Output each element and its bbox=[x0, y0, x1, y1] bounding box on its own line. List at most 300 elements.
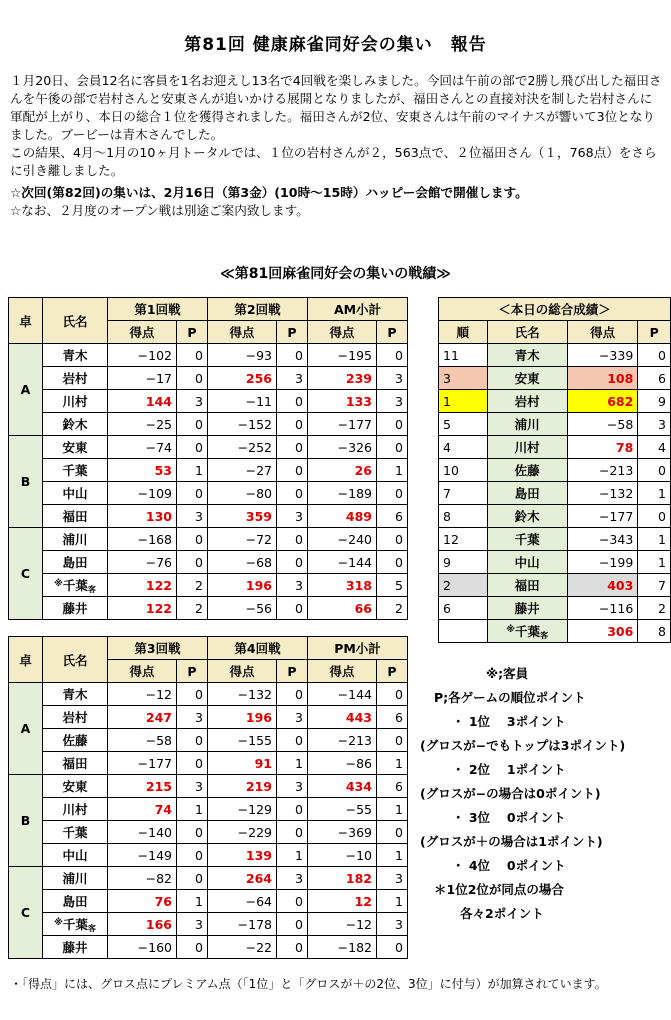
point-value: 0 bbox=[377, 683, 408, 706]
score-value: 74 bbox=[108, 798, 177, 821]
table-row bbox=[9, 706, 408, 729]
point-value: 2 bbox=[177, 597, 208, 620]
point-value: 3 bbox=[277, 505, 308, 528]
point-value: 6 bbox=[638, 367, 671, 390]
point-value: 0 bbox=[277, 482, 308, 505]
player-name: 川村 bbox=[43, 798, 108, 821]
score-value: −140 bbox=[108, 821, 177, 844]
legend-line: ・ 2位 1ポイント bbox=[452, 762, 566, 777]
score-value: 122 bbox=[108, 597, 177, 620]
game3-header: 第3回戦 bbox=[108, 637, 208, 660]
overall-ranking-table bbox=[438, 297, 671, 643]
ranking-row bbox=[439, 482, 671, 505]
score-value: 434 bbox=[308, 775, 377, 798]
score-value: −80 bbox=[208, 482, 277, 505]
player-name: 千葉 bbox=[43, 459, 108, 482]
player-name: 岩村 bbox=[43, 706, 108, 729]
score-value: 196 bbox=[208, 706, 277, 729]
player-name: 青木 bbox=[487, 344, 567, 367]
table-header: 卓 bbox=[9, 637, 43, 683]
player-name: 青木 bbox=[43, 344, 108, 367]
point-value: 3 bbox=[638, 413, 671, 436]
intro-paragraph-2: この結果、4月～1月の10ヶ月トータルでは、１位の岩村さんが２，563点で、２位福田さん（１，768点）をさらに引き離しました。 bbox=[10, 145, 657, 178]
score-value: 443 bbox=[308, 706, 377, 729]
point-header: P bbox=[377, 321, 408, 344]
point-header: P bbox=[177, 660, 208, 683]
ranking-row bbox=[439, 367, 671, 390]
ranking-row bbox=[439, 620, 671, 643]
pm-results-table bbox=[8, 636, 408, 959]
rank-value: 6 bbox=[439, 597, 488, 620]
ranking-row bbox=[439, 344, 671, 367]
point-value: 0 bbox=[277, 890, 308, 913]
intro-paragraph-1: １月20日、会員12名に客員を1名お迎えし13名で4回戦を楽しみました。今回は午前の部で2勝し飛び出した福田さんを午後の部で岩村さんと安東さんが追いかける展開となりましたが、福田さんとの直接対決を制した岩村さんに軍配が上がり、本日の総合１位を獲得されました。福田さんが2位、安東さんは午前のマイナスが響いて3位となりました。ブービーは青木さんでした。 bbox=[10, 73, 662, 142]
score-value: −178 bbox=[208, 913, 277, 936]
table-row bbox=[9, 729, 408, 752]
ranking-row bbox=[439, 413, 671, 436]
point-value: 0 bbox=[177, 551, 208, 574]
name-header: 氏名 bbox=[43, 298, 108, 344]
name-header: 氏名 bbox=[487, 321, 567, 344]
score-value: −168 bbox=[108, 528, 177, 551]
point-value: 0 bbox=[277, 683, 308, 706]
score-value: 403 bbox=[567, 574, 637, 597]
point-value: 3 bbox=[277, 867, 308, 890]
score-value: −155 bbox=[208, 729, 277, 752]
score-value: −177 bbox=[567, 505, 637, 528]
score-value: −129 bbox=[208, 798, 277, 821]
player-name: 島田 bbox=[43, 551, 108, 574]
table-row bbox=[9, 775, 408, 798]
table-row bbox=[9, 367, 408, 390]
player-name: 川村 bbox=[487, 436, 567, 459]
player-name: 島田 bbox=[43, 890, 108, 913]
legend-line: (グロスが＋の場合は1ポイント) bbox=[420, 834, 603, 849]
point-value: 6 bbox=[377, 775, 408, 798]
point-value: 3 bbox=[377, 867, 408, 890]
point-value: 0 bbox=[277, 821, 308, 844]
score-value: 139 bbox=[208, 844, 277, 867]
score-value: −72 bbox=[208, 528, 277, 551]
point-value: 1 bbox=[377, 459, 408, 482]
score-header: 得点 bbox=[308, 660, 377, 683]
legend-line: ・ 1位 3ポイント bbox=[452, 714, 566, 729]
legend-line: ＊1位2位が同点の場合 bbox=[434, 882, 564, 897]
pm_total-header: PM小計 bbox=[308, 637, 408, 660]
score-header: 得点 bbox=[567, 321, 637, 344]
point-header: P bbox=[277, 660, 308, 683]
next-meeting-notice: ☆次回(第82回)の集いは、2月16日（第3金）(10時～15時）ハッピー会館で開催します。 bbox=[10, 185, 528, 200]
point-value: 0 bbox=[177, 867, 208, 890]
point-value: 0 bbox=[177, 413, 208, 436]
table-row bbox=[9, 798, 408, 821]
score-value: −22 bbox=[208, 936, 277, 959]
point-value: 1 bbox=[177, 798, 208, 821]
score-value: −132 bbox=[208, 683, 277, 706]
point-value: 0 bbox=[377, 821, 408, 844]
player-name: 浦川 bbox=[43, 867, 108, 890]
table-row bbox=[9, 528, 408, 551]
guest-mark: ※ bbox=[506, 624, 516, 635]
score-value: −240 bbox=[308, 528, 377, 551]
rank-value: 9 bbox=[439, 551, 488, 574]
point-value: 0 bbox=[277, 413, 308, 436]
ranking-row bbox=[439, 597, 671, 620]
rank-value: 3 bbox=[439, 367, 488, 390]
guest-sub-mark: 客 bbox=[87, 584, 96, 594]
score-header: 得点 bbox=[108, 660, 177, 683]
player-name: 千葉 bbox=[62, 577, 88, 593]
point-value: 1 bbox=[377, 798, 408, 821]
point-value: 6 bbox=[377, 505, 408, 528]
score-value: −326 bbox=[308, 436, 377, 459]
player-name: 福田 bbox=[43, 752, 108, 775]
score-value: −229 bbox=[208, 821, 277, 844]
score-value: −17 bbox=[108, 367, 177, 390]
ranking-row bbox=[439, 551, 671, 574]
point-value: 0 bbox=[638, 459, 671, 482]
table-row bbox=[9, 390, 408, 413]
rank-value: 10 bbox=[439, 459, 488, 482]
table-row bbox=[9, 821, 408, 844]
ranking-row bbox=[439, 459, 671, 482]
score-value: −149 bbox=[108, 844, 177, 867]
score-header: 得点 bbox=[208, 660, 277, 683]
score-value: −182 bbox=[308, 936, 377, 959]
point-header: P bbox=[638, 321, 671, 344]
player-name: 藤井 bbox=[487, 597, 567, 620]
point-header: P bbox=[177, 321, 208, 344]
score-value: 247 bbox=[108, 706, 177, 729]
ranking-row bbox=[439, 528, 671, 551]
point-value: 8 bbox=[638, 620, 671, 643]
point-value: 1 bbox=[377, 752, 408, 775]
score-value: 359 bbox=[208, 505, 277, 528]
ranking-row bbox=[439, 505, 671, 528]
score-value: −252 bbox=[208, 436, 277, 459]
point-value: 3 bbox=[277, 706, 308, 729]
legend-line: ・ 4位 0ポイント bbox=[452, 858, 566, 873]
player-name: 福田 bbox=[43, 505, 108, 528]
point-value: 3 bbox=[377, 367, 408, 390]
intro-section bbox=[10, 72, 662, 220]
point-value: 0 bbox=[277, 597, 308, 620]
point-value: 0 bbox=[177, 936, 208, 959]
point-value: 0 bbox=[638, 505, 671, 528]
score-value: 318 bbox=[308, 574, 377, 597]
score-value: 219 bbox=[208, 775, 277, 798]
table-row bbox=[9, 844, 408, 867]
score-value: 682 bbox=[567, 390, 637, 413]
player-name: 青木 bbox=[43, 683, 108, 706]
footnote: ・「得点」には、グロス点にプレミアム点（「1位」と「グロスが＋の2位、3位」に付与）が加算されています。 bbox=[10, 977, 607, 991]
point-value: 1 bbox=[277, 844, 308, 867]
legend-line: ・ 3位 0ポイント bbox=[452, 810, 566, 825]
score-value: −68 bbox=[208, 551, 277, 574]
score-value: −177 bbox=[308, 413, 377, 436]
score-value: −132 bbox=[567, 482, 637, 505]
point-value: 0 bbox=[177, 344, 208, 367]
score-value: 108 bbox=[567, 367, 637, 390]
point-value: 0 bbox=[277, 344, 308, 367]
player-name: 安東 bbox=[487, 367, 567, 390]
point-value: 6 bbox=[377, 706, 408, 729]
ranking-row bbox=[439, 390, 671, 413]
score-value: 76 bbox=[108, 890, 177, 913]
player-name: 福田 bbox=[487, 574, 567, 597]
point-value: 2 bbox=[377, 597, 408, 620]
player-name: 岩村 bbox=[487, 390, 567, 413]
table-id: C bbox=[9, 528, 43, 620]
point-value: 0 bbox=[177, 844, 208, 867]
point-value: 0 bbox=[177, 683, 208, 706]
point-value: 1 bbox=[177, 459, 208, 482]
score-value: 26 bbox=[308, 459, 377, 482]
point-value: 0 bbox=[377, 528, 408, 551]
score-value: −177 bbox=[108, 752, 177, 775]
point-value: 2 bbox=[177, 574, 208, 597]
rank-value: 1 bbox=[439, 390, 488, 413]
player-name: 安東 bbox=[43, 775, 108, 798]
point-value: 0 bbox=[277, 936, 308, 959]
rank-value: 5 bbox=[439, 413, 488, 436]
player-name: 鈴木 bbox=[487, 505, 567, 528]
table-row bbox=[9, 867, 408, 890]
ranking-row bbox=[439, 574, 671, 597]
point-value: 3 bbox=[377, 913, 408, 936]
point-value: 0 bbox=[277, 729, 308, 752]
score-value: 91 bbox=[208, 752, 277, 775]
legend-line: P;各ゲームの順位ポイント bbox=[434, 690, 586, 705]
player-name: 中山 bbox=[43, 844, 108, 867]
score-value: −64 bbox=[208, 890, 277, 913]
score-value: 239 bbox=[308, 367, 377, 390]
ranking-title: ＜本日の総合成績＞ bbox=[439, 298, 671, 321]
score-value: 12 bbox=[308, 890, 377, 913]
score-value: −27 bbox=[208, 459, 277, 482]
score-value: −369 bbox=[308, 821, 377, 844]
table-id: B bbox=[9, 436, 43, 528]
score-value: 215 bbox=[108, 775, 177, 798]
ranking-row bbox=[439, 436, 671, 459]
point-value: 0 bbox=[177, 821, 208, 844]
point-value: 3 bbox=[177, 775, 208, 798]
table-row bbox=[9, 344, 408, 367]
table-row bbox=[9, 597, 408, 620]
game1-header: 第1回戦 bbox=[108, 298, 208, 321]
score-value: −76 bbox=[108, 551, 177, 574]
point-value: 0 bbox=[277, 528, 308, 551]
point-value: 0 bbox=[177, 729, 208, 752]
score-value: −25 bbox=[108, 413, 177, 436]
score-value: −199 bbox=[567, 551, 637, 574]
rank-value: 12 bbox=[439, 528, 488, 551]
legend-line: (グロスが−でもトップは3ポイント) bbox=[420, 738, 626, 753]
point-value: 1 bbox=[638, 551, 671, 574]
point-value: 3 bbox=[277, 775, 308, 798]
point-value: 7 bbox=[638, 574, 671, 597]
score-value: −12 bbox=[108, 683, 177, 706]
score-value: 122 bbox=[108, 574, 177, 597]
table-row bbox=[9, 505, 408, 528]
table-row bbox=[9, 436, 408, 459]
player-name bbox=[43, 913, 108, 936]
game4-header: 第4回戦 bbox=[208, 637, 308, 660]
point-value: 4 bbox=[638, 436, 671, 459]
score-value: −10 bbox=[308, 844, 377, 867]
am_total-header: AM小計 bbox=[308, 298, 408, 321]
results-subtitle: ≪第81回麻雀同好会の集いの戦績≫ bbox=[220, 266, 451, 282]
rank-value: 4 bbox=[439, 436, 488, 459]
point-value: 0 bbox=[277, 551, 308, 574]
legend-line: ※;客員 bbox=[486, 666, 529, 681]
score-value: 196 bbox=[208, 574, 277, 597]
score-value: −86 bbox=[308, 752, 377, 775]
point-value: 3 bbox=[177, 390, 208, 413]
player-name: 千葉 bbox=[515, 623, 541, 639]
point-value: 0 bbox=[177, 528, 208, 551]
score-value: 133 bbox=[308, 390, 377, 413]
point-value: 0 bbox=[277, 459, 308, 482]
name-header: 氏名 bbox=[43, 637, 108, 683]
rank-header: 順 bbox=[439, 321, 488, 344]
point-value: 3 bbox=[277, 574, 308, 597]
point-value: 0 bbox=[177, 482, 208, 505]
point-value: 0 bbox=[377, 482, 408, 505]
rank-value: 7 bbox=[439, 482, 488, 505]
score-value: −56 bbox=[208, 597, 277, 620]
guest-sub-mark: 客 bbox=[540, 630, 549, 640]
score-value: −93 bbox=[208, 344, 277, 367]
guest-sub-mark: 客 bbox=[87, 923, 96, 933]
score-value: −102 bbox=[108, 344, 177, 367]
score-header: 得点 bbox=[108, 321, 177, 344]
score-value: −116 bbox=[567, 597, 637, 620]
legend-line: (グロスが−の場合は0ポイント) bbox=[420, 786, 601, 801]
point-value: 0 bbox=[177, 436, 208, 459]
point-value: 0 bbox=[377, 344, 408, 367]
player-name: 佐藤 bbox=[43, 729, 108, 752]
point-value: 0 bbox=[377, 436, 408, 459]
score-header: 得点 bbox=[308, 321, 377, 344]
player-name: 安東 bbox=[43, 436, 108, 459]
point-rules-legend bbox=[420, 662, 670, 926]
score-value: −152 bbox=[208, 413, 277, 436]
player-name: 中山 bbox=[487, 551, 567, 574]
score-value: −144 bbox=[308, 683, 377, 706]
point-value: 1 bbox=[638, 528, 671, 551]
player-name: 千葉 bbox=[62, 916, 88, 932]
point-value: 0 bbox=[377, 936, 408, 959]
table-row bbox=[9, 913, 408, 936]
player-name: 千葉 bbox=[43, 821, 108, 844]
score-value: 144 bbox=[108, 390, 177, 413]
table-row bbox=[9, 890, 408, 913]
point-value: 0 bbox=[377, 729, 408, 752]
point-value: 1 bbox=[638, 482, 671, 505]
point-value: 0 bbox=[277, 436, 308, 459]
open-game-notice: ☆なお、２月度のオープン戦は別途ご案内致します。 bbox=[10, 203, 309, 218]
player-name: 島田 bbox=[487, 482, 567, 505]
score-value: 66 bbox=[308, 597, 377, 620]
player-name: 藤井 bbox=[43, 936, 108, 959]
point-value: 3 bbox=[177, 706, 208, 729]
table-row bbox=[9, 752, 408, 775]
point-value: 1 bbox=[377, 890, 408, 913]
point-value: 0 bbox=[377, 551, 408, 574]
page-title: 第81回 健康麻雀同好会の集い 報告 bbox=[184, 35, 487, 55]
point-value: 1 bbox=[177, 890, 208, 913]
score-value: −58 bbox=[108, 729, 177, 752]
score-value: −343 bbox=[567, 528, 637, 551]
point-value: 0 bbox=[377, 413, 408, 436]
table-row bbox=[9, 936, 408, 959]
score-value: 489 bbox=[308, 505, 377, 528]
point-value: 9 bbox=[638, 390, 671, 413]
score-value: 166 bbox=[108, 913, 177, 936]
guest-mark: ※ bbox=[54, 917, 63, 928]
player-name: 藤井 bbox=[43, 597, 108, 620]
rank-value bbox=[439, 620, 488, 643]
score-header: 得点 bbox=[208, 321, 277, 344]
score-value: 256 bbox=[208, 367, 277, 390]
point-value: 3 bbox=[277, 367, 308, 390]
score-value: 306 bbox=[567, 620, 637, 643]
score-value: −11 bbox=[208, 390, 277, 413]
score-value: −213 bbox=[308, 729, 377, 752]
table-id: A bbox=[9, 344, 43, 436]
score-value: −74 bbox=[108, 436, 177, 459]
table-row bbox=[9, 482, 408, 505]
point-value: 5 bbox=[377, 574, 408, 597]
table-row bbox=[9, 574, 408, 597]
point-value: 0 bbox=[277, 913, 308, 936]
point-value: 0 bbox=[277, 798, 308, 821]
score-value: 53 bbox=[108, 459, 177, 482]
point-value: 0 bbox=[177, 752, 208, 775]
player-name: 千葉 bbox=[487, 528, 567, 551]
legend-line: 各々2ポイント bbox=[460, 906, 544, 921]
player-name: 佐藤 bbox=[487, 459, 567, 482]
guest-mark: ※ bbox=[54, 578, 63, 589]
score-value: −144 bbox=[308, 551, 377, 574]
player-name: 中山 bbox=[43, 482, 108, 505]
point-value: 0 bbox=[277, 390, 308, 413]
table-row bbox=[9, 413, 408, 436]
score-value: 78 bbox=[567, 436, 637, 459]
player-name bbox=[43, 574, 108, 597]
rank-value: 8 bbox=[439, 505, 488, 528]
am-results-table bbox=[8, 297, 408, 620]
point-value: 1 bbox=[277, 752, 308, 775]
point-value: 0 bbox=[177, 367, 208, 390]
point-value: 2 bbox=[638, 597, 671, 620]
score-value: −160 bbox=[108, 936, 177, 959]
player-name: 岩村 bbox=[43, 367, 108, 390]
score-value: −82 bbox=[108, 867, 177, 890]
score-value: −12 bbox=[308, 913, 377, 936]
player-name bbox=[487, 620, 567, 643]
score-value: −109 bbox=[108, 482, 177, 505]
score-value: 130 bbox=[108, 505, 177, 528]
score-value: −195 bbox=[308, 344, 377, 367]
point-header: P bbox=[377, 660, 408, 683]
table-id: C bbox=[9, 867, 43, 959]
point-value: 3 bbox=[377, 390, 408, 413]
score-value: −213 bbox=[567, 459, 637, 482]
player-name: 鈴木 bbox=[43, 413, 108, 436]
table-row bbox=[9, 683, 408, 706]
